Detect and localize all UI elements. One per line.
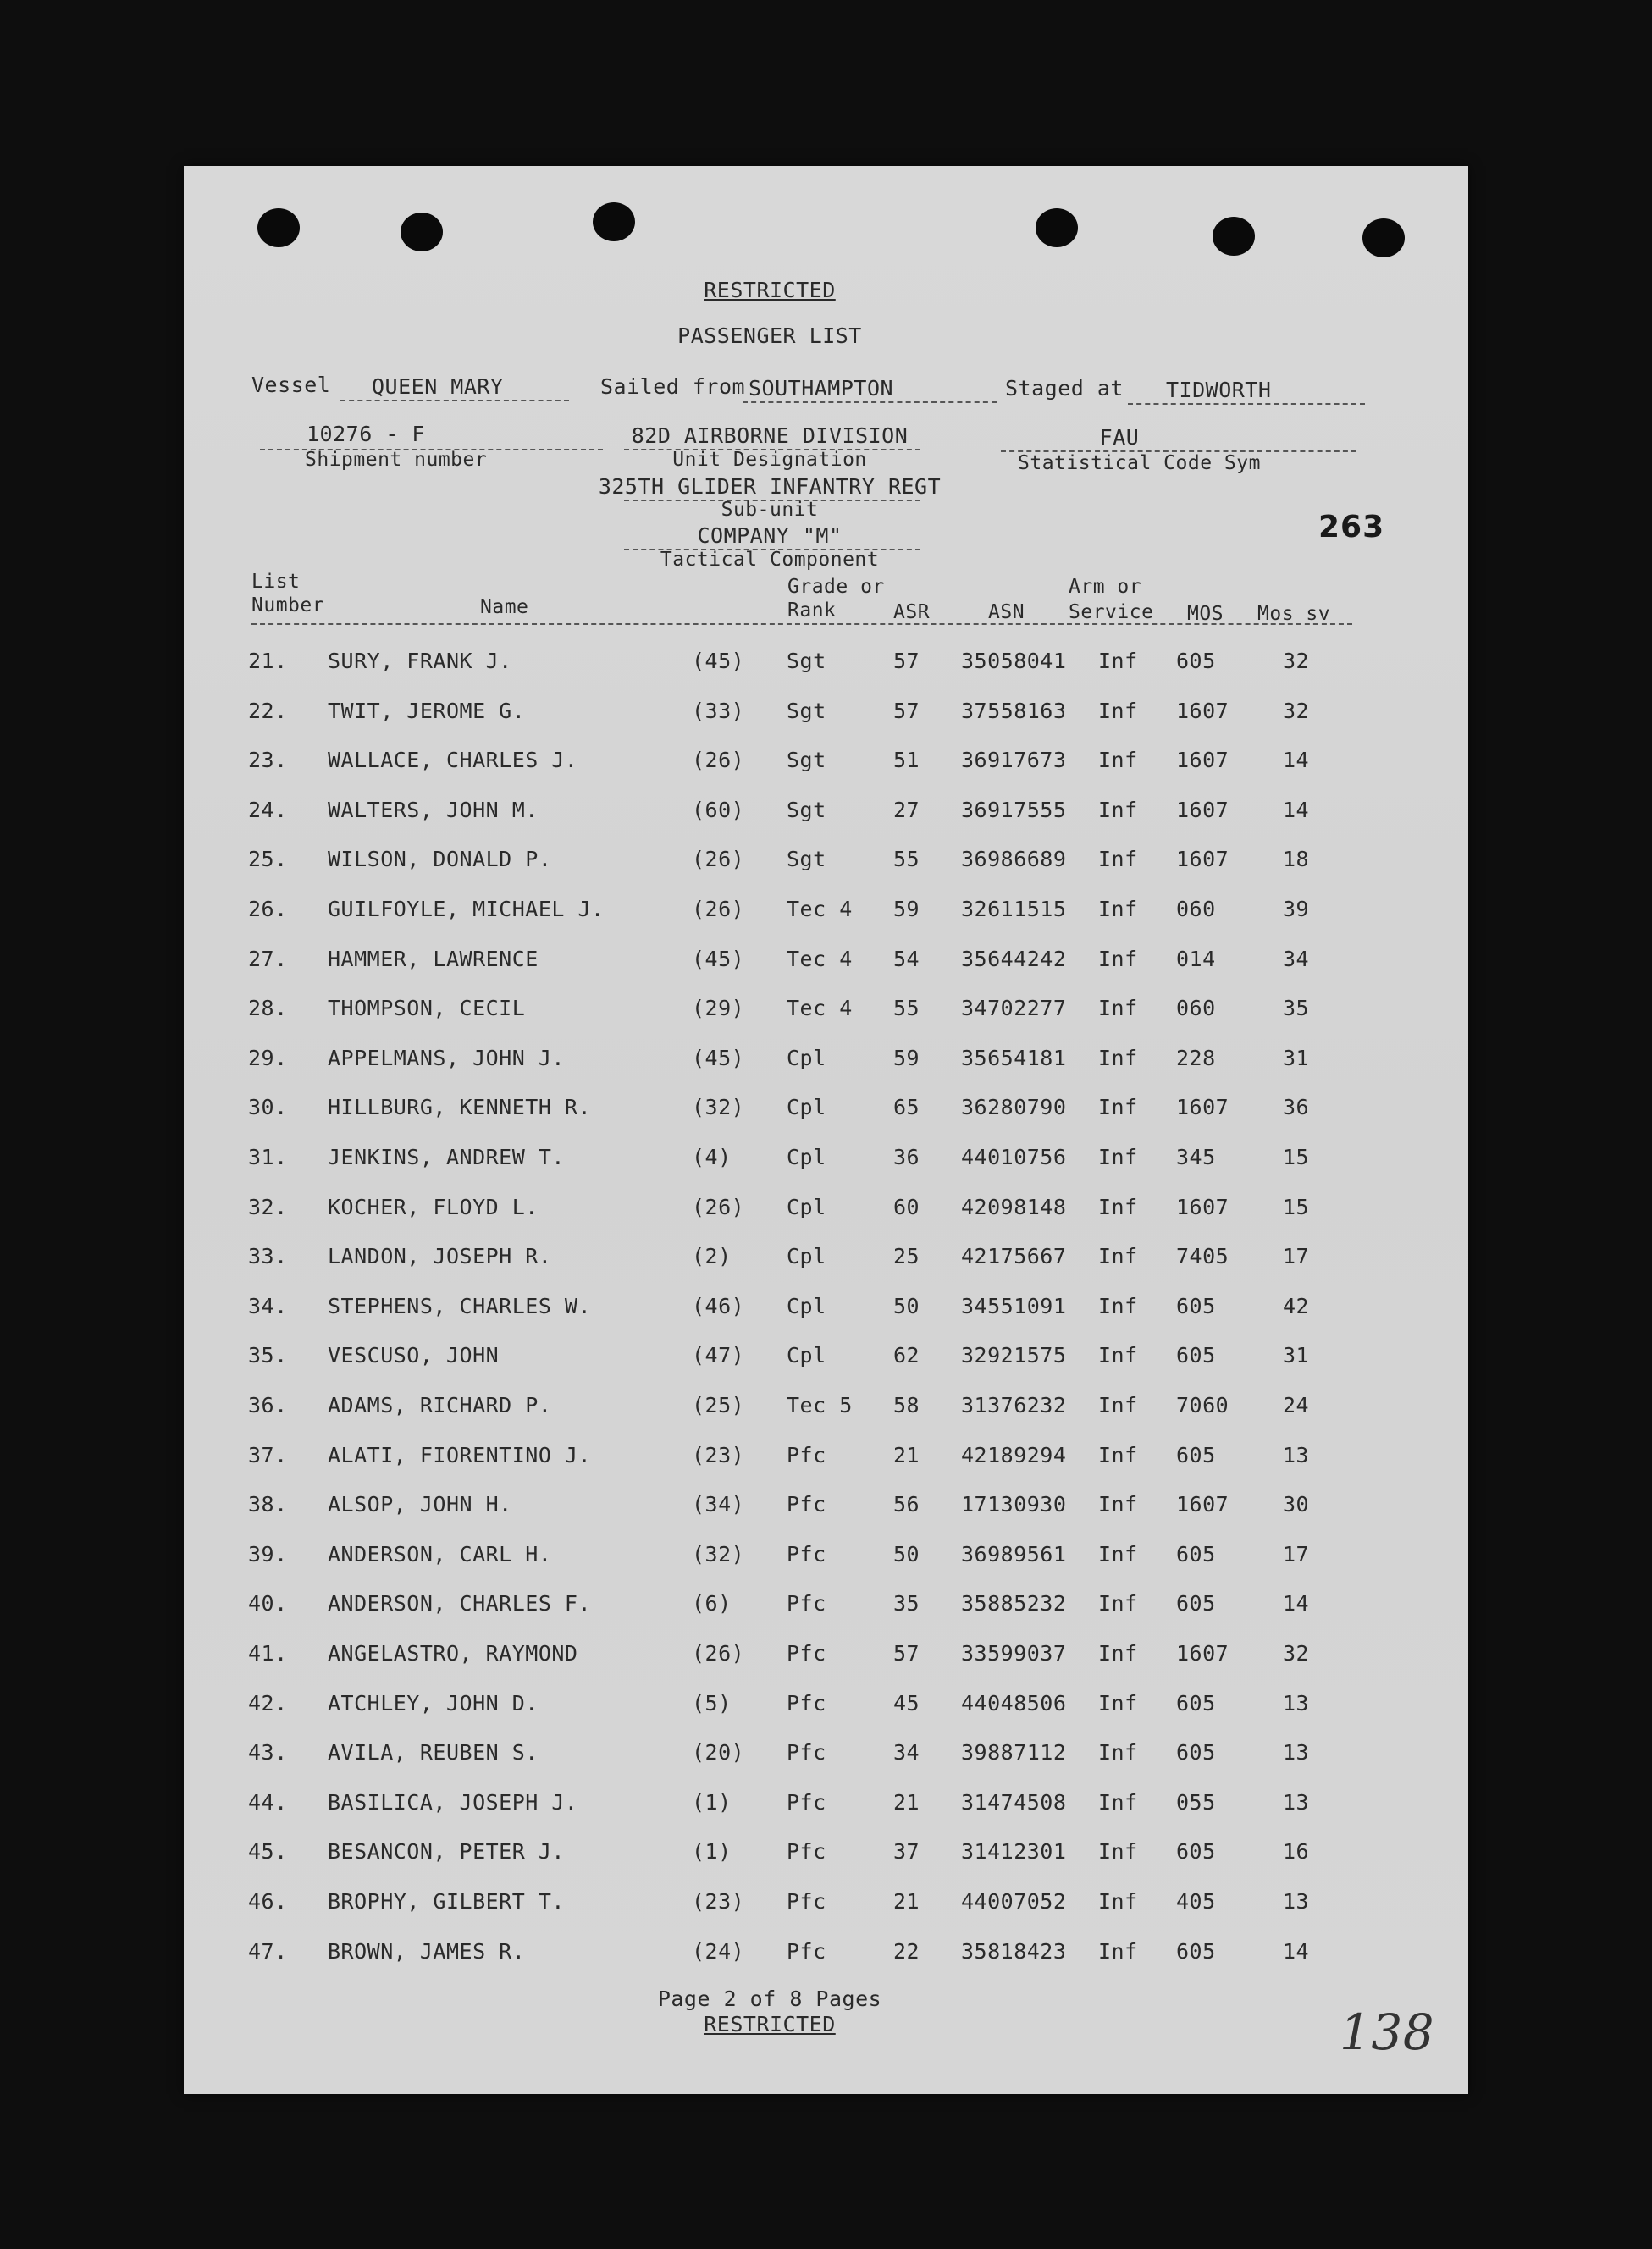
row-mos-sv: 14 (1283, 1591, 1310, 1616)
row-asn: 44010756 (961, 1145, 1067, 1169)
stat-code-value: FAU (1099, 425, 1140, 450)
row-name: ANDERSON, CHARLES F. (328, 1591, 592, 1616)
row-code: (26) (692, 1195, 745, 1219)
sailed-label: Sailed from (600, 374, 746, 399)
row-asr: 25 (893, 1244, 920, 1268)
row-code: (5) (692, 1691, 732, 1716)
row-asr: 56 (893, 1492, 920, 1517)
row-arm: Inf (1098, 1195, 1138, 1219)
row-rank: Pfc (787, 1691, 826, 1716)
row-arm: Inf (1098, 1839, 1138, 1864)
row-asn: 31376232 (961, 1393, 1067, 1417)
row-code: (20) (692, 1740, 745, 1765)
row-arm: Inf (1098, 996, 1138, 1020)
row-arm: Inf (1098, 1939, 1138, 1964)
row-list-number: 39. (248, 1542, 288, 1567)
row-code: (2) (692, 1244, 732, 1268)
row-mos: 060 (1176, 897, 1216, 921)
row-list-number: 30. (248, 1095, 288, 1119)
row-mos: 055 (1176, 1790, 1216, 1815)
row-rank: Cpl (787, 1095, 826, 1119)
row-asr: 55 (893, 996, 920, 1020)
header-underline (251, 623, 1352, 625)
row-name: BROPHY, GILBERT T. (328, 1889, 565, 1914)
punch-hole (1036, 208, 1078, 247)
col-list-number-2: Number (251, 594, 325, 616)
col-mos-sv: Mos sv (1257, 603, 1331, 625)
row-mos: 605 (1176, 1939, 1216, 1964)
row-name: ANGELASTRO, RAYMOND (328, 1641, 578, 1666)
row-asr: 58 (893, 1393, 920, 1417)
row-code: (32) (692, 1542, 745, 1567)
row-code: (33) (692, 699, 745, 723)
row-list-number: 40. (248, 1591, 288, 1616)
row-list-number: 21. (248, 649, 288, 673)
row-rank: Pfc (787, 1443, 826, 1467)
company-value: COMPANY "M" (697, 523, 843, 548)
stat-code-label: Statistical Code Sym (1018, 452, 1261, 474)
row-rank: Tec 4 (787, 897, 853, 921)
row-mos: 605 (1176, 649, 1216, 673)
punch-hole (1213, 217, 1255, 256)
row-list-number: 29. (248, 1046, 288, 1070)
sailed-value: SOUTHAMPTON (749, 376, 894, 401)
row-name: LANDON, JOSEPH R. (328, 1244, 552, 1268)
row-mos-sv: 14 (1283, 748, 1310, 772)
row-rank: Sgt (787, 649, 826, 673)
row-asn: 32921575 (961, 1343, 1067, 1368)
row-rank: Cpl (787, 1294, 826, 1318)
row-code: (45) (692, 1046, 745, 1070)
row-arm: Inf (1098, 1740, 1138, 1765)
row-rank: Sgt (787, 798, 826, 822)
row-list-number: 27. (248, 947, 288, 971)
staged-label: Staged at (1005, 376, 1124, 401)
document-page (184, 166, 1468, 2094)
row-code: (29) (692, 996, 745, 1020)
row-arm: Inf (1098, 1145, 1138, 1169)
row-list-number: 24. (248, 798, 288, 822)
vessel-underline (340, 400, 569, 401)
row-rank: Cpl (787, 1195, 826, 1219)
row-asr: 57 (893, 649, 920, 673)
row-asr: 21 (893, 1889, 920, 1914)
col-grade-1: Grade or (787, 576, 885, 598)
row-asn: 42189294 (961, 1443, 1067, 1467)
row-arm: Inf (1098, 897, 1138, 921)
row-rank: Cpl (787, 1046, 826, 1070)
row-asr: 51 (893, 748, 920, 772)
row-list-number: 28. (248, 996, 288, 1020)
row-mos: 605 (1176, 1343, 1216, 1368)
row-code: (24) (692, 1939, 745, 1964)
row-mos: 1607 (1176, 699, 1229, 723)
row-mos: 7060 (1176, 1393, 1229, 1417)
row-asn: 35818423 (961, 1939, 1067, 1964)
punch-hole (1362, 218, 1405, 257)
row-asr: 59 (893, 1046, 920, 1070)
col-arm-2: Service (1069, 601, 1154, 623)
row-asr: 50 (893, 1294, 920, 1318)
row-asn: 34551091 (961, 1294, 1067, 1318)
row-code: (26) (692, 897, 745, 921)
row-arm: Inf (1098, 1343, 1138, 1368)
row-rank: Sgt (787, 699, 826, 723)
row-list-number: 32. (248, 1195, 288, 1219)
row-name: ALSOP, JOHN H. (328, 1492, 512, 1517)
row-code: (60) (692, 798, 745, 822)
row-code: (26) (692, 1641, 745, 1666)
row-arm: Inf (1098, 947, 1138, 971)
row-arm: Inf (1098, 1244, 1138, 1268)
row-list-number: 26. (248, 897, 288, 921)
row-list-number: 25. (248, 847, 288, 871)
row-mos-sv: 13 (1283, 1889, 1310, 1914)
row-code: (45) (692, 947, 745, 971)
row-mos: 345 (1176, 1145, 1216, 1169)
row-arm: Inf (1098, 1294, 1138, 1318)
row-list-number: 42. (248, 1691, 288, 1716)
row-asr: 55 (893, 847, 920, 871)
row-asr: 50 (893, 1542, 920, 1567)
row-mos-sv: 32 (1283, 649, 1310, 673)
row-rank: Cpl (787, 1244, 826, 1268)
row-rank: Pfc (787, 1889, 826, 1914)
row-name: GUILFOYLE, MICHAEL J. (328, 897, 605, 921)
row-mos-sv: 36 (1283, 1095, 1310, 1119)
row-name: STEPHENS, CHARLES W. (328, 1294, 592, 1318)
row-mos-sv: 24 (1283, 1393, 1310, 1417)
row-asr: 59 (893, 897, 920, 921)
row-name: BASILICA, JOSEPH J. (328, 1790, 578, 1815)
row-arm: Inf (1098, 1691, 1138, 1716)
row-mos: 060 (1176, 996, 1216, 1020)
row-mos-sv: 32 (1283, 699, 1310, 723)
row-mos-sv: 16 (1283, 1839, 1310, 1864)
row-mos-sv: 18 (1283, 847, 1310, 871)
row-asr: 45 (893, 1691, 920, 1716)
row-rank: Cpl (787, 1145, 826, 1169)
row-rank: Pfc (787, 1591, 826, 1616)
row-list-number: 43. (248, 1740, 288, 1765)
row-mos: 605 (1176, 1740, 1216, 1765)
row-code: (26) (692, 748, 745, 772)
row-mos: 1607 (1176, 1641, 1229, 1666)
page-indicator: Page 2 of 8 Pages (657, 1987, 882, 2011)
row-asr: 54 (893, 947, 920, 971)
row-code: (1) (692, 1790, 732, 1815)
row-mos-sv: 32 (1283, 1641, 1310, 1666)
unit-designation: 82D AIRBORNE DIVISION (631, 423, 909, 448)
row-asr: 57 (893, 1641, 920, 1666)
vessel-label: Vessel (251, 373, 331, 397)
punch-hole (593, 202, 635, 241)
row-arm: Inf (1098, 1095, 1138, 1119)
col-name: Name (480, 596, 529, 618)
row-name: WALLACE, CHARLES J. (328, 748, 578, 772)
row-asn: 36917673 (961, 748, 1067, 772)
col-asn: ASN (988, 601, 1025, 623)
classification-bottom: RESTRICTED (704, 2012, 836, 2036)
row-rank: Tec 4 (787, 947, 853, 971)
row-asr: 22 (893, 1939, 920, 1964)
row-arm: Inf (1098, 1790, 1138, 1815)
row-name: ALATI, FIORENTINO J. (328, 1443, 592, 1467)
col-asr: ASR (893, 601, 931, 623)
row-asn: 42098148 (961, 1195, 1067, 1219)
row-arm: Inf (1098, 649, 1138, 673)
row-name: BROWN, JAMES R. (328, 1939, 526, 1964)
row-mos: 1607 (1176, 748, 1229, 772)
vessel-value: QUEEN MARY (372, 374, 504, 399)
row-list-number: 41. (248, 1641, 288, 1666)
row-mos-sv: 35 (1283, 996, 1310, 1020)
row-name: TWIT, JEROME G. (328, 699, 526, 723)
row-mos: 7405 (1176, 1244, 1229, 1268)
row-mos-sv: 15 (1283, 1195, 1310, 1219)
row-rank: Pfc (787, 1839, 826, 1864)
row-mos: 605 (1176, 1839, 1216, 1864)
sailed-underline (743, 401, 997, 403)
row-list-number: 37. (248, 1443, 288, 1467)
row-mos: 605 (1176, 1542, 1216, 1567)
row-rank: Pfc (787, 1641, 826, 1666)
row-mos: 1607 (1176, 1095, 1229, 1119)
row-name: ANDERSON, CARL H. (328, 1542, 552, 1567)
row-mos: 1607 (1176, 1492, 1229, 1517)
row-mos: 014 (1176, 947, 1216, 971)
row-code: (25) (692, 1393, 745, 1417)
row-code: (4) (692, 1145, 732, 1169)
col-grade-2: Rank (787, 600, 837, 622)
row-arm: Inf (1098, 1393, 1138, 1417)
row-name: BESANCON, PETER J. (328, 1839, 565, 1864)
col-mos: MOS (1187, 603, 1224, 625)
row-asr: 34 (893, 1740, 920, 1765)
row-asn: 31412301 (961, 1839, 1067, 1864)
row-mos-sv: 17 (1283, 1244, 1310, 1268)
document-title: PASSENGER LIST (677, 323, 862, 348)
row-mos: 1607 (1176, 1195, 1229, 1219)
row-rank: Cpl (787, 1343, 826, 1368)
row-list-number: 44. (248, 1790, 288, 1815)
row-code: (34) (692, 1492, 745, 1517)
row-asn: 44007052 (961, 1889, 1067, 1914)
row-arm: Inf (1098, 798, 1138, 822)
row-asn: 44048506 (961, 1691, 1067, 1716)
col-list-number-1: List (251, 571, 301, 593)
row-mos-sv: 17 (1283, 1542, 1310, 1567)
row-name: WALTERS, JOHN M. (328, 798, 539, 822)
row-asn: 42175667 (961, 1244, 1067, 1268)
row-mos-sv: 34 (1283, 947, 1310, 971)
row-list-number: 23. (248, 748, 288, 772)
row-rank: Tec 4 (787, 996, 853, 1020)
row-code: (26) (692, 847, 745, 871)
classification-top: RESTRICTED (704, 278, 836, 302)
row-asr: 27 (893, 798, 920, 822)
row-asn: 35058041 (961, 649, 1067, 673)
row-code: (23) (692, 1889, 745, 1914)
row-list-number: 36. (248, 1393, 288, 1417)
row-code: (23) (692, 1443, 745, 1467)
row-asr: 21 (893, 1790, 920, 1815)
row-rank: Pfc (787, 1492, 826, 1517)
row-asr: 65 (893, 1095, 920, 1119)
row-mos: 605 (1176, 1294, 1216, 1318)
row-arm: Inf (1098, 699, 1138, 723)
row-arm: Inf (1098, 1889, 1138, 1914)
row-mos-sv: 39 (1283, 897, 1310, 921)
row-list-number: 34. (248, 1294, 288, 1318)
row-asn: 36986689 (961, 847, 1067, 871)
row-mos-sv: 15 (1283, 1145, 1310, 1169)
row-list-number: 31. (248, 1145, 288, 1169)
row-arm: Inf (1098, 1542, 1138, 1567)
row-code: (32) (692, 1095, 745, 1119)
row-asn: 35644242 (961, 947, 1067, 971)
row-mos-sv: 14 (1283, 1939, 1310, 1964)
row-asn: 35654181 (961, 1046, 1067, 1070)
row-rank: Sgt (787, 847, 826, 871)
row-arm: Inf (1098, 1443, 1138, 1467)
row-name: HAMMER, LAWRENCE (328, 947, 539, 971)
row-rank: Pfc (787, 1939, 826, 1964)
row-asn: 34702277 (961, 996, 1067, 1020)
row-mos: 605 (1176, 1443, 1216, 1467)
row-mos: 605 (1176, 1591, 1216, 1616)
row-asn: 17130930 (961, 1492, 1067, 1517)
row-asn: 36989561 (961, 1542, 1067, 1567)
row-mos-sv: 14 (1283, 798, 1310, 822)
row-asr: 62 (893, 1343, 920, 1368)
row-name: JENKINS, ANDREW T. (328, 1145, 565, 1169)
row-list-number: 46. (248, 1889, 288, 1914)
row-asn: 39887112 (961, 1740, 1067, 1765)
row-asn: 32611515 (961, 897, 1067, 921)
row-mos-sv: 31 (1283, 1046, 1310, 1070)
row-name: ADAMS, RICHARD P. (328, 1393, 552, 1417)
row-arm: Inf (1098, 1591, 1138, 1616)
row-name: THOMPSON, CECIL (328, 996, 526, 1020)
row-name: VESCUSO, JOHN (328, 1343, 500, 1368)
staged-underline (1128, 403, 1365, 405)
row-asn: 36280790 (961, 1095, 1067, 1119)
row-asr: 36 (893, 1145, 920, 1169)
row-mos-sv: 30 (1283, 1492, 1310, 1517)
subunit-label: Sub-unit (721, 499, 819, 521)
row-name: HILLBURG, KENNETH R. (328, 1095, 592, 1119)
row-name: APPELMANS, JOHN J. (328, 1046, 565, 1070)
row-asn: 37558163 (961, 699, 1067, 723)
row-asr: 21 (893, 1443, 920, 1467)
shipment-number: 10276 - F (307, 422, 425, 446)
row-list-number: 22. (248, 699, 288, 723)
row-asr: 60 (893, 1195, 920, 1219)
row-code: (46) (692, 1294, 745, 1318)
row-asr: 35 (893, 1591, 920, 1616)
row-asn: 31474508 (961, 1790, 1067, 1815)
row-rank: Tec 5 (787, 1393, 853, 1417)
punch-hole (257, 208, 300, 247)
row-name: SURY, FRANK J. (328, 649, 512, 673)
row-mos: 605 (1176, 1691, 1216, 1716)
row-mos: 1607 (1176, 847, 1229, 871)
row-code: (6) (692, 1591, 732, 1616)
row-code: (45) (692, 649, 745, 673)
row-asr: 37 (893, 1839, 920, 1864)
punch-hole (401, 213, 443, 251)
row-list-number: 45. (248, 1839, 288, 1864)
row-name: WILSON, DONALD P. (328, 847, 552, 871)
row-list-number: 35. (248, 1343, 288, 1368)
row-arm: Inf (1098, 1046, 1138, 1070)
row-list-number: 33. (248, 1244, 288, 1268)
row-mos: 405 (1176, 1889, 1216, 1914)
row-asn: 36917555 (961, 798, 1067, 822)
row-mos-sv: 13 (1283, 1790, 1310, 1815)
row-name: KOCHER, FLOYD L. (328, 1195, 539, 1219)
shipment-label: Shipment number (305, 449, 488, 471)
row-arm: Inf (1098, 1641, 1138, 1666)
row-asr: 57 (893, 699, 920, 723)
row-mos: 228 (1176, 1046, 1216, 1070)
row-arm: Inf (1098, 748, 1138, 772)
stamp-number: 263 (1318, 510, 1385, 544)
unit-label: Unit Designation (672, 449, 867, 471)
row-rank: Pfc (787, 1542, 826, 1567)
row-arm: Inf (1098, 847, 1138, 871)
row-code: (1) (692, 1839, 732, 1864)
staged-value: TIDWORTH (1166, 378, 1272, 402)
col-arm-1: Arm or (1069, 576, 1142, 598)
tactical-label: Tactical Component (660, 549, 880, 571)
row-arm: Inf (1098, 1492, 1138, 1517)
row-code: (47) (692, 1343, 745, 1368)
handwritten-number: 138 (1340, 2003, 1435, 2061)
row-mos: 1607 (1176, 798, 1229, 822)
row-mos-sv: 13 (1283, 1443, 1310, 1467)
row-mos-sv: 31 (1283, 1343, 1310, 1368)
row-name: ATCHLEY, JOHN D. (328, 1691, 539, 1716)
row-rank: Pfc (787, 1790, 826, 1815)
row-list-number: 47. (248, 1939, 288, 1964)
row-mos-sv: 42 (1283, 1294, 1310, 1318)
row-list-number: 38. (248, 1492, 288, 1517)
subunit-value: 325TH GLIDER INFANTRY REGT (598, 474, 942, 499)
row-mos-sv: 13 (1283, 1691, 1310, 1716)
row-rank: Sgt (787, 748, 826, 772)
row-mos-sv: 13 (1283, 1740, 1310, 1765)
row-rank: Pfc (787, 1740, 826, 1765)
row-name: AVILA, REUBEN S. (328, 1740, 539, 1765)
row-asn: 35885232 (961, 1591, 1067, 1616)
row-asn: 33599037 (961, 1641, 1067, 1666)
